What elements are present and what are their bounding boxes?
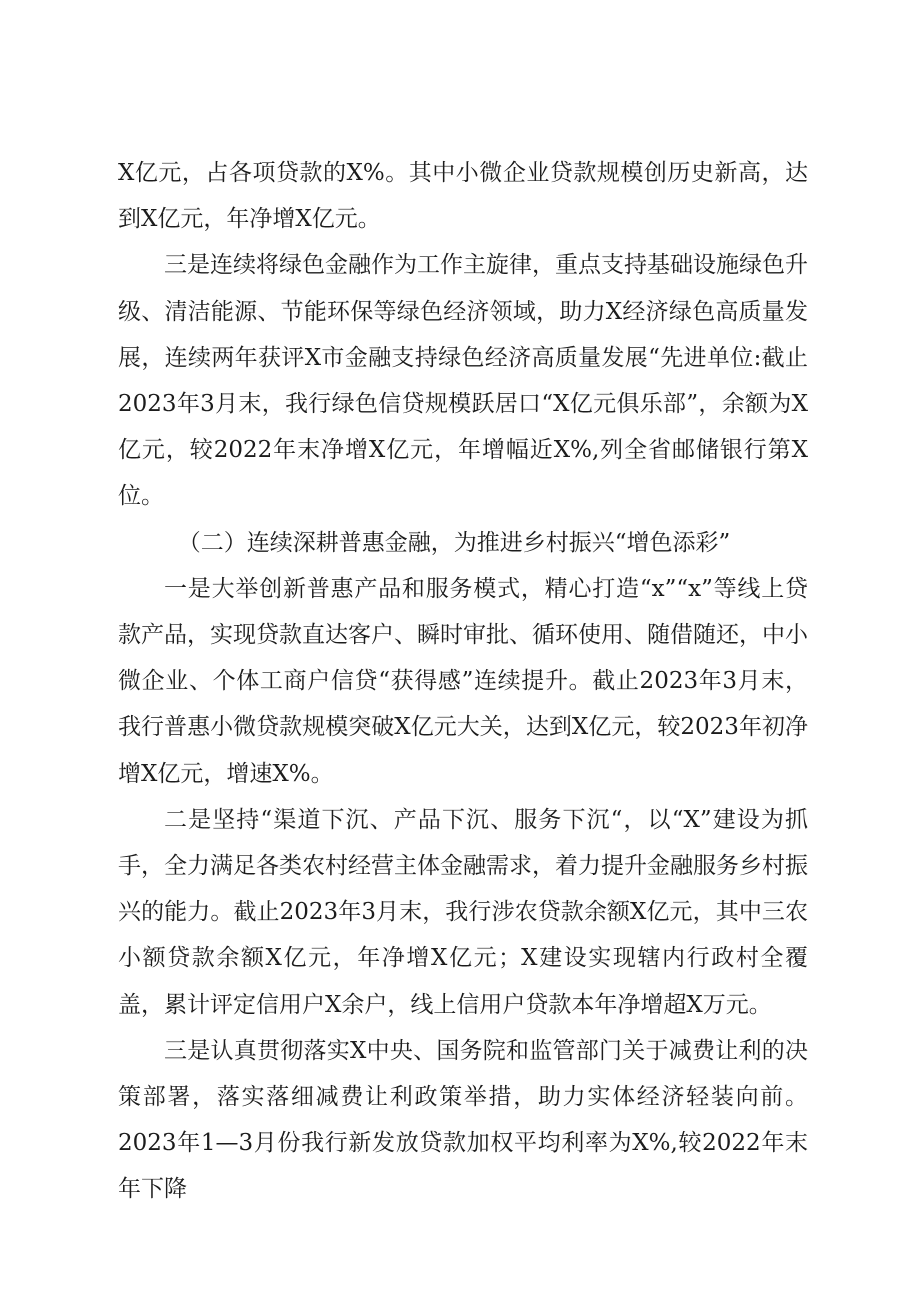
section-heading-inclusive-finance: （二）连续深耕普惠金融，为推进乡村振兴“增色添彩”	[177, 529, 731, 556]
paragraph-inclusive-products: 一是大举创新普惠产品和服务模式，精心打造“x”“x”等线上贷款产品，实现贷款直达客户、瞬时审批、循环使用、随借随还，中小微企业、个体工商户信贷“获得感”连续提升。截止2023年3月末，我行普惠小微贷款规模突破X亿元大关，达到X亿元，较2023年初净增X亿元，增速X%。	[118, 575, 808, 787]
paragraph-green-finance: 三是连续将绿色金融作为工作主旋律，重点支持基础设施绿色升级、清洁能源、节能环保等绿色经济领域，助力X经济绿色高质量发展，连续两年获评X市金融支持绿色经济高质量发展“先进单位:截止2023年3月末，我行绿色信贷规模跃居口“X亿元俱乐部”，余额为X亿元，较2022年末净增X亿元，年增幅近X%,列全省邮储银行第X位。	[118, 252, 808, 510]
paragraph-continuation: X亿元，占各项贷款的X%。其中小微企业贷款规模创历史新高，达到X亿元，年净增X亿元。	[118, 160, 808, 233]
paragraph-rural-services: 二是坚持“渠道下沉、产品下沉、服务下沉“，以“X”建设为抓手，全力满足各类农村经营主体金融需求，着力提升金融服务乡村振兴的能力。截止2023年3月末，我行涉农贷款余额X亿元，其中三农小额贷款余额X亿元，年净增X亿元；X建设实现辖内行政村全覆盖，累计评定信用户X余户，线上信用户贷款本年净增超X万元。	[118, 806, 808, 1018]
paragraph-fee-reduction: 三是认真贯彻落实X中央、国务院和监管部门关于减费让利的决策部署，落实落细减费让利政策举措，助力实体经济轻装向前。2023年1—3月份我行新发放贷款加权平均利率为X%,较2022年末年下降	[118, 1037, 808, 1203]
document-body	[118, 150, 808, 1213]
